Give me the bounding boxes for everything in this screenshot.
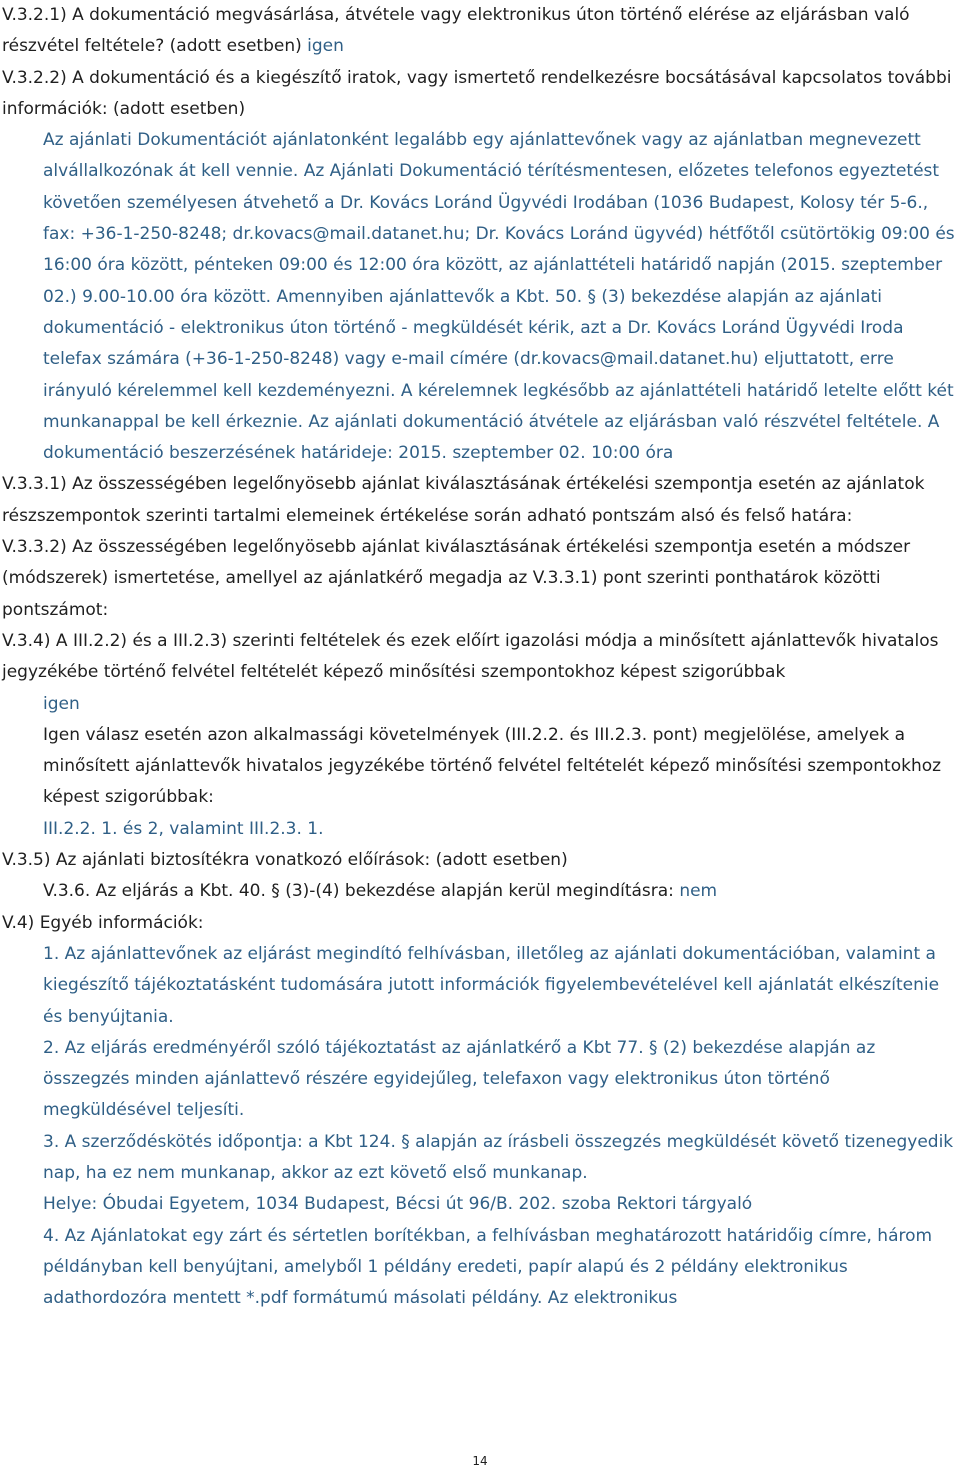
answer-text: igen <box>43 693 80 714</box>
answer-text: 3. A szerződéskötés időpontja: a Kbt 124. § alapján az írásbeli összegzés megküldését követő tizenegyedik nap, ha ez nem munkanap, akkor az ezt követő első munkanap. <box>43 1131 954 1183</box>
paragraph <box>43 125 956 469</box>
paragraph <box>2 469 956 532</box>
answer-text: nem <box>679 881 718 902</box>
paragraph <box>43 876 956 907</box>
question-text: Igen válasz esetén azon alkalmassági követelmények (III.2.2. és III.2.3. pont) megjelölése, amelyek a minősített ajánlattevők hivatalos jegyzékébe történő felvétel feltételét képező minősítési szempontokhoz képest szigorúbbak: <box>43 724 942 808</box>
paragraph <box>43 1127 956 1190</box>
answer-text: III.2.2. 1. és 2, valamint III.2.3. 1. <box>43 818 324 839</box>
document-body <box>2 0 956 1314</box>
paragraph <box>2 908 956 939</box>
answer-text: 2. Az eljárás eredményéről szóló tájékoztatást az ajánlatkérő a Kbt 77. § (2) bekezdése alapján az összegzés minden ajánlattevő részére egyidejűleg, telefaxon vagy elektronikus úton történő megküldésével teljesíti. <box>43 1037 876 1121</box>
answer-text: 4. Az Ajánlatokat egy zárt és sértetlen borítékban, a felhívásban meghatározott határidőig címre, három példányban kell benyújtani, amelyből 1 példány eredeti, papír alapú és 2 példány elektronikus adathordozóra mentett *.pdf formátumú másolati példány. Az elektronikus <box>43 1225 933 1309</box>
answer-text: 1. Az ajánlattevőnek az eljárást megindító felhívásban, illetőleg az ajánlati dokumentációban, valamint a kiegészítő tájékoztatásként tudomására jutott információk figyelembevételével kell ajánlatát elkészítenie és benyújtania. <box>43 943 940 1027</box>
paragraph <box>43 1221 956 1315</box>
paragraph <box>43 1033 956 1127</box>
paragraph <box>43 720 956 814</box>
question-text: V.3.2.2) A dokumentáció és a kiegészítő iratok, vagy ismertető rendelkezésre bocsátásával kapcsolatos további információk: (adott esetben) <box>2 67 952 119</box>
answer-text: igen <box>307 36 344 57</box>
paragraph <box>43 689 956 720</box>
paragraph <box>2 0 956 63</box>
question-text: V.3.3.2) Az összességében legelőnyösebb ajánlat kiválasztásának értékelési szempontja esetén a módszer (módszerek) ismertetése, amellyel az ajánlatkérő megadja az V.3.3.1) pont szerinti ponthatárok közötti pontszámot: <box>2 537 911 620</box>
paragraph <box>43 1189 956 1220</box>
question-text: V.3.4) A III.2.2) és a III.2.3) szerinti feltételek és ezek előírt igazolási módja a minősített ajánlattevők hivatalos jegyzékébe történő felvétel feltételét képező minősítési szempontokhoz képest szigorúbbak <box>2 630 939 683</box>
question-text: V.3.3.1) Az összességében legelőnyösebb ajánlat kiválasztásának értékelési szempontja esetén az ajánlatok részszempontok szerinti tartalmi elemeinek értékelése során adható pontszám alsó és felső határa: <box>2 474 925 526</box>
paragraph <box>2 63 956 126</box>
question-text: V.4) Egyéb információk: <box>2 912 204 933</box>
paragraph <box>43 814 956 845</box>
question-text: V.3.5) Az ajánlati biztosítékra vonatkozó előírások: (adott esetben) <box>2 850 568 871</box>
question-text: V.3.2.1) A dokumentáció megvásárlása, átvétele vagy elektronikus úton történő elérése az eljárásban való részvétel feltétele? (adott esetben) <box>2 5 910 57</box>
page-number: 14 <box>472 1454 488 1468</box>
answer-text: Helye: Óbudai Egyetem, 1034 Budapest, Bécsi út 96/B. 202. szoba Rektori tárgyaló <box>43 1194 753 1215</box>
paragraph <box>2 532 956 626</box>
paragraph <box>2 626 956 689</box>
paragraph <box>2 845 956 876</box>
paragraph <box>43 939 956 1033</box>
question-text: V.3.6. Az eljárás a Kbt. 40. § (3)-(4) bekezdése alapján kerül megindításra: <box>43 881 680 902</box>
answer-text: Az ajánlati Dokumentációt ajánlatonként legalább egy ajánlattevőnek vagy az ajánlatban megnevezett alvállalkozónak át kell vennie. Az Ajánlati Dokumentáció térítésmentesen, előzetes telefonos egyeztetést követően személyesen átvehető a Dr. Kovács Loránd Ügyvédi Irodában (1036 Budapest, Kolosy tér 5-6., fax: +36-1-250-8248; dr.kovacs@mail.datanet.hu; Dr. Kovács Loránd ügyvéd) hétfőtől csütörtökig 09:00 és 16:00 óra között, pénteken 09:00 és 12:00 óra között, az ajánlattételi határidő napján (2015. szeptember 02.) 9.00-10.00 óra között. Amennyiben ajánlattevők a Kbt. 50. § (3) bekezdése alapján az ajánlati dokumentáció - elektronikus úton történő - megküldését kérik, azt a Dr. Kovács Loránd Ügyvédi Iroda telefax számára (+36-1-250-8248) vagy e-mail címére (dr.kovacs@mail.datanet.hu) eljuttatott, erre irányuló kérelemmel kell kezdeményezni. A kérelemnek legkésőbb az ajánlattételi határidő letelte előtt két munkanappal be kell érkeznie. Az ajánlati dokumentáció átvétele az eljárásban való részvétel feltétele. A dokumentáció beszerzésének határideje: 2015. szeptember 02. 10:00 óra <box>43 130 955 464</box>
